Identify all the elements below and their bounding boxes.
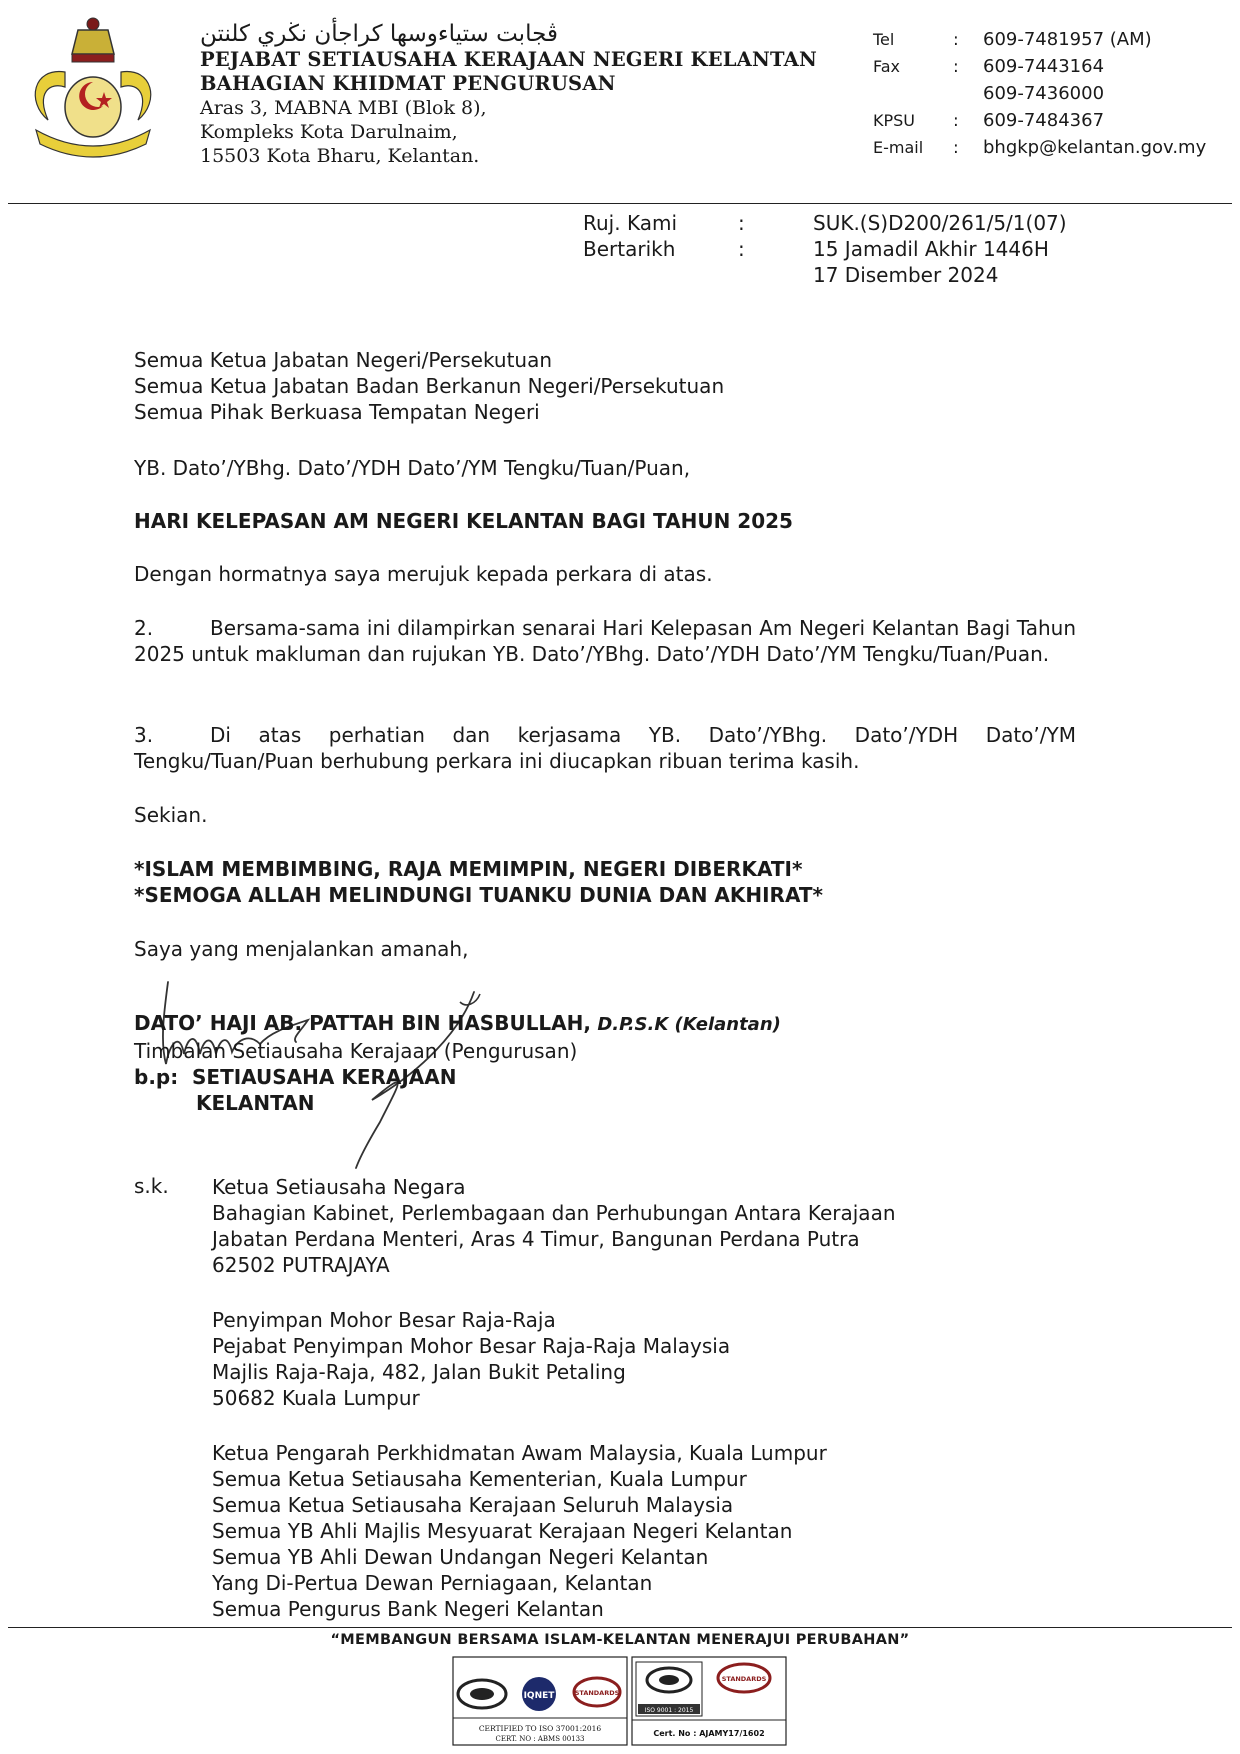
signatory-name: DATO’ HAJI AB. PATTAH BIN HASBULLAH, <box>134 1011 591 1035</box>
cc-line: Jabatan Perdana Menteri, Aras 4 Timur, Bangunan Perdana Putra <box>212 1227 860 1251</box>
paragraph-1: Dengan hormatnya saya merujuk kepada perkara di atas. <box>134 562 713 586</box>
standards-logo-text: STANDARDS <box>574 1689 620 1697</box>
contact-details: Tel : 609-7481957 (AM) Fax : 609-7443164 609-7436000 KPSU : 609-7484367 E-mail : bhgkp@kelantan.gov.my <box>873 29 1207 158</box>
contact-label: KPSU <box>873 111 916 130</box>
contact-value: 609-7481957 (AM) <box>983 29 1152 50</box>
office-name: PEJABAT SETIAUSAHA KERAJAAN NEGERI KELANTAN <box>200 48 818 71</box>
cc-block <box>212 1440 827 1622</box>
cc-line: Semua Pengurus Bank Negeri Kelantan <box>212 1597 604 1621</box>
bp-title: SETIAUSAHA KERAJAAN <box>192 1065 457 1089</box>
paragraph-number: 3. <box>134 723 154 747</box>
certification-logos <box>452 1656 788 1748</box>
cc-line: Semua Ketua Setiausaha Kementerian, Kuala Lumpur <box>212 1467 747 1491</box>
subject-heading: HARI KELEPASAN AM NEGERI KELANTAN BAGI TAHUN 2025 <box>134 509 793 533</box>
iso-9001-logos <box>632 1662 786 1738</box>
cc-line: Semua YB Ahli Majlis Mesyuarat Kerajaan Negeri Kelantan <box>212 1519 793 1543</box>
gregorian-date: 17 Disember 2024 <box>813 263 999 287</box>
cc-block <box>212 1307 730 1411</box>
contact-value: 609-7484367 <box>983 110 1105 131</box>
cc-line: Pejabat Penyimpan Mohor Besar Raja-Raja Malaysia <box>212 1334 731 1358</box>
closing: Sekian. <box>134 803 208 827</box>
cc-line: Penyimpan Mohor Besar Raja-Raja <box>212 1308 556 1332</box>
cc-line: Ketua Setiausaha Negara <box>212 1175 466 1199</box>
letterhead-block <box>200 20 817 168</box>
bp-state: KELANTAN <box>196 1091 315 1115</box>
slogan-line: *SEMOGA ALLAH MELINDUNGI TUANKU DUNIA DAN AKHIRAT* <box>134 883 823 907</box>
paragraph-2 <box>134 615 1076 667</box>
cert-number: Cert. No : AJAMY17/1602 <box>653 1729 765 1738</box>
signatory-block <box>134 1010 1076 1116</box>
iso-9001-text: ISO 9001 : 2015 <box>644 1707 694 1714</box>
paragraph-text: Bersama-sama ini dilampirkan senarai Hari Kelepasan Am Negeri Kelantan Bagi Tahun 2025 untuk makluman dan rujukan YB. Dato’/YBhg. Dato’/YDH Dato’/YM Tengku/Tuan/Puan. <box>134 616 1076 666</box>
cert-text: CERTIFIED TO ISO 37001:2016 <box>478 1724 602 1733</box>
paragraph-text: Di atas perhatian dan kerjasama YB. Dato’/YBhg. Dato’/YDH Dato’/YM Tengku/Tuan/Puan berhubung perkara ini diucapkan ribuan terima kasih. <box>134 723 1076 773</box>
address-line: 15503 Kota Bharu, Kelantan. <box>200 145 480 167</box>
contact-label: Tel <box>873 30 895 49</box>
hijri-date: 15 Jamadil Akhir 1446H <box>813 237 1049 261</box>
cc-line: Ketua Pengarah Perkhidmatan Awam Malaysia, Kuala Lumpur <box>212 1441 827 1465</box>
recipient-line: Semua Ketua Jabatan Badan Berkanun Negeri/Persekutuan <box>134 374 725 398</box>
iso-37001-logos <box>453 1677 627 1743</box>
iqnet-logo-text: IQNET <box>523 1691 555 1701</box>
cert-number: CERT. NO : ABMS 00133 <box>495 1735 585 1743</box>
contact-value: 609-7443164 <box>983 56 1105 77</box>
cc-line: 62502 PUTRAJAYA <box>212 1253 390 1277</box>
footer-motto: “MEMBANGUN BERSAMA ISLAM-KELANTAN MENERAJUI PERUBAHAN” <box>330 1632 910 1648</box>
recipient-line: Semua Ketua Jabatan Negeri/Persekutuan <box>134 348 553 372</box>
slogan-line: *ISLAM MEMBIMBING, RAJA MEMIMPIN, NEGERI DIBERKATI* <box>134 857 803 881</box>
cc-line: Majlis Raja-Raja, 482, Jalan Bukit Petaling <box>212 1360 626 1384</box>
ref-label: Ruj. Kami <box>583 211 678 235</box>
cc-line: Yang Di-Pertua Dewan Perniagaan, Kelantan <box>212 1571 653 1595</box>
paragraph-number: 2. <box>134 616 154 640</box>
cc-label: s.k. <box>134 1174 169 1198</box>
header-divider <box>8 203 1232 204</box>
contact-label: Fax <box>873 57 901 76</box>
paragraph-3 <box>134 722 1076 774</box>
signatory-position: Timbalan Setiausaha Kerajaan (Pengurusan) <box>134 1039 578 1063</box>
footer-divider <box>8 1627 1232 1628</box>
cc-line: Semua YB Ahli Dewan Undangan Negeri Kelantan <box>212 1545 709 1569</box>
contact-label: E-mail <box>873 138 924 157</box>
cc-line: Bahagian Kabinet, Perlembagaan dan Perhubungan Antara Kerajaan <box>212 1201 896 1225</box>
address-line: Aras 3, MABNA MBI (Blok 8), <box>200 97 487 119</box>
signatory-honorific: D.P.S.K (Kelantan) <box>597 1014 781 1035</box>
division-name: BAHAGIAN KHIDMAT PENGURUSAN <box>200 72 616 95</box>
cc-block <box>212 1174 896 1278</box>
ref-number: SUK.(S)D200/261/5/1(07) <box>813 211 1067 235</box>
contact-value: 609-7436000 <box>983 83 1105 104</box>
email-link[interactable]: bhgkp@kelantan.gov.my <box>983 137 1207 158</box>
cc-line: Semua Ketua Setiausaha Kerajaan Seluruh Malaysia <box>212 1493 734 1517</box>
jawi-office-title: ڤجابت ستياءوسها كراجأن نڬري كلنتن <box>200 21 558 47</box>
standards-logo-text: STANDARDS <box>721 1675 767 1683</box>
salutation: YB. Dato’/YBhg. Dato’/YDH Dato’/YM Tengku/Tuan/Puan, <box>134 456 691 480</box>
recipients <box>134 347 1076 425</box>
date-label: Bertarikh <box>583 237 676 261</box>
state-crest-emblem <box>18 12 168 162</box>
cc-line: 50682 Kuala Lumpur <box>212 1386 420 1410</box>
bp-label: b.p: <box>134 1065 179 1089</box>
recipient-line: Semua Pihak Berkuasa Tempatan Negeri <box>134 400 540 424</box>
slogans <box>134 856 1076 908</box>
reference-block: Ruj. Kami : SUK.(S)D200/261/5/1(07) Bertarikh : 15 Jamadil Akhir 1446H 17 Disember 2024 <box>583 211 1067 287</box>
address-line: Kompleks Kota Darulnaim, <box>200 121 458 143</box>
signoff-intro: Saya yang menjalankan amanah, <box>134 937 469 961</box>
